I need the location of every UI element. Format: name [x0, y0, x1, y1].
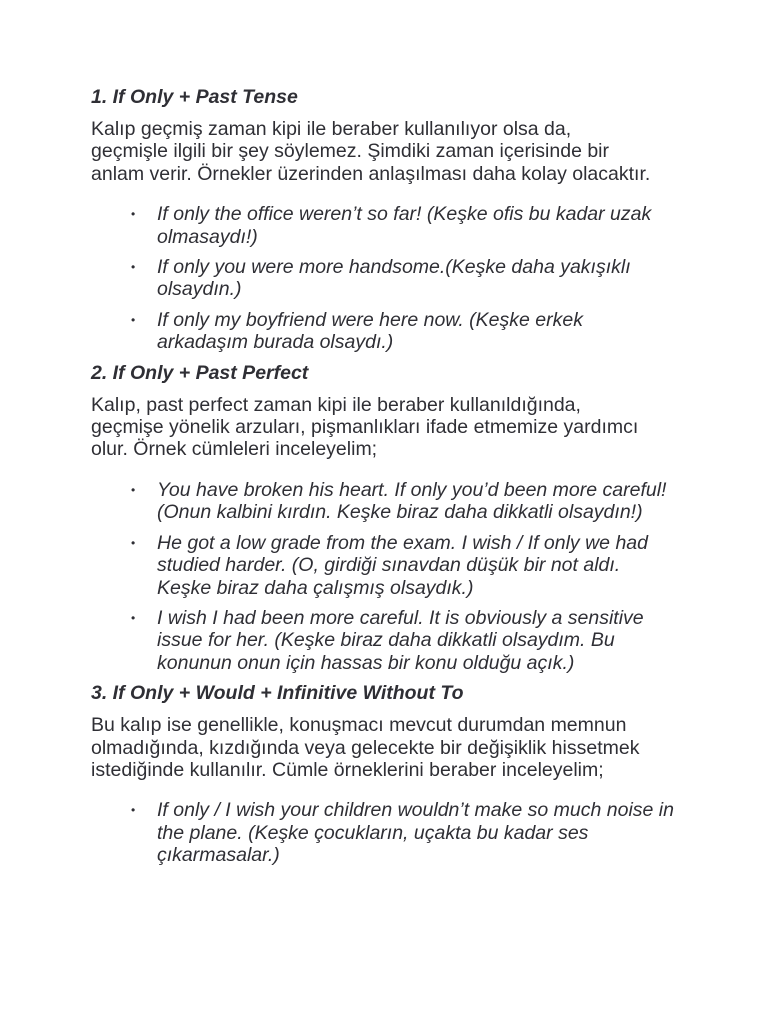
example-list [91, 203, 672, 353]
list-item [131, 256, 677, 301]
example-text: I wish I had been more careful. It is obviously a sensitive issue for her. (Keşke biraz daha dikkatli olsaydım. Bu konunun onun için hassas bir konu olduğu açık.) [157, 606, 644, 674]
list-item [131, 203, 677, 248]
section-would-infinitive [91, 682, 672, 866]
bullet-icon: • [131, 610, 136, 625]
list-item [131, 606, 677, 674]
section-heading: 3. If Only + Would + Infinitive Without To [91, 682, 464, 705]
bullet-icon: • [131, 260, 136, 275]
section-past-perfect [91, 362, 672, 674]
example-list [91, 479, 672, 674]
example-list [91, 799, 672, 866]
section-past-tense [91, 86, 672, 354]
section-body: Kalıp geçmiş zaman kipi ile beraber kullanılıyor olsa da, geçmişle ilgili bir şey söylemez. Şimdiki zaman içerisinde bir anlam verir. Örnekler üzerinden anlaşılması daha kolay olacaktır. [91, 118, 651, 185]
bullet-icon: • [131, 312, 136, 327]
example-text: If only the office weren’t so far! (Keşke ofis bu kadar uzak olmasaydı!) [157, 203, 652, 248]
example-text: If only my boyfriend were here now. (Keşke erkek arkadaşım burada olsaydı.) [157, 308, 583, 354]
list-item [131, 799, 677, 867]
section-body: Bu kalıp ise genellikle, konuşmacı mevcut durumdan memnun olmadığında, kızdığında veya gelecekte bir değişiklik hissetmek istediğinde kullanılır. Cümle örneklerini beraber inceleyelim; [91, 714, 640, 781]
example-text: If only you were more handsome.(Keşke daha yakışıklı olsaydın.) [157, 256, 631, 301]
list-item [131, 531, 677, 599]
bullet-icon: • [131, 482, 136, 497]
list-item [131, 478, 677, 524]
list-item [131, 308, 677, 354]
example-text: If only / I wish your children wouldn’t make so much noise in the plane. (Keşke çocukların, uçakta bu kadar ses çıkarmasalar.) [157, 799, 674, 867]
example-text: You have broken his heart. If only you’d been more careful! (Onun kalbini kırdın. Keşke biraz daha dikkatli olsaydın!) [157, 478, 667, 524]
bullet-icon: • [131, 207, 136, 222]
section-body: Kalıp, past perfect zaman kipi ile beraber kullanıldığında, geçmişe yönelik arzuları, pişmanlıkları ifade etmemize yardımcı olur. Örnek cümleleri inceleyelim; [91, 393, 639, 461]
section-heading: 2. If Only + Past Perfect [91, 361, 309, 384]
example-text: He got a low grade from the exam. I wish / If only we had studied harder. (O, girdiği sınavdan düşük bir not aldı. Keşke biraz daha çalışmış olsaydık.) [157, 531, 648, 599]
bullet-icon: • [131, 535, 136, 550]
section-heading: 1. If Only + Past Tense [91, 86, 298, 108]
bullet-icon: • [131, 803, 136, 818]
